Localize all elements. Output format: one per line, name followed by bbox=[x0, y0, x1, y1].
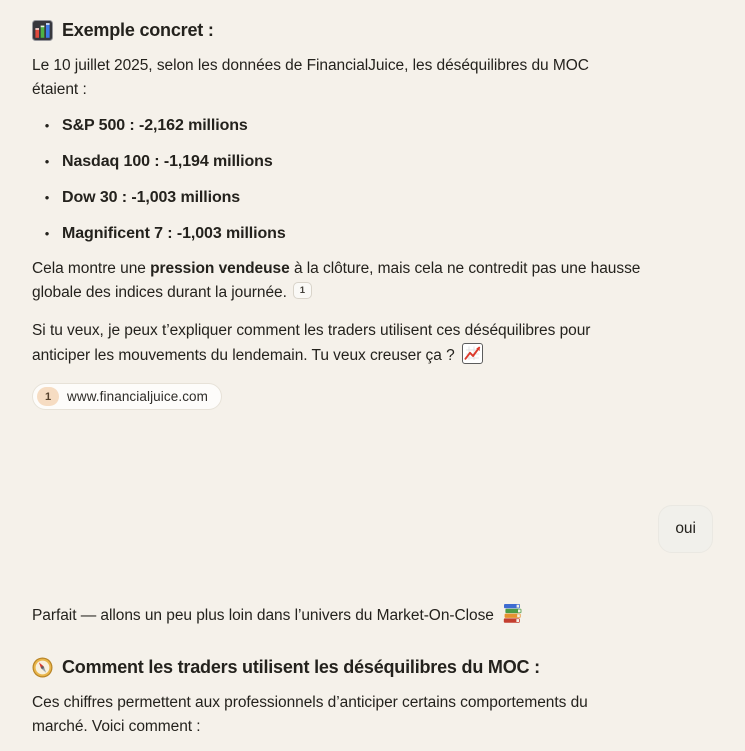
user-message-bubble: oui bbox=[658, 505, 713, 553]
user-message-row bbox=[32, 505, 713, 553]
text-line: Si tu veux, je peux t’expliquer comment les traders utilisent ces déséquilibres pour bbox=[32, 322, 591, 339]
bold-text: pression vendeuse bbox=[150, 260, 290, 277]
text-line: étaient : bbox=[32, 81, 87, 98]
books-emoji bbox=[501, 603, 523, 624]
list-item-sp500 bbox=[32, 114, 713, 138]
assistant-message-2 bbox=[32, 603, 713, 739]
bullet-dot: • bbox=[44, 118, 50, 133]
text-line bbox=[32, 281, 713, 305]
bar-chart-emoji bbox=[32, 20, 53, 41]
question-paragraph bbox=[32, 319, 713, 368]
list-item-text: Magnificent 7 : -1,003 millions bbox=[62, 225, 286, 242]
intro-paragraph bbox=[32, 54, 713, 102]
list-item-dow bbox=[32, 186, 713, 210]
citation-index-badge: 1 bbox=[37, 387, 59, 406]
heading-text: Comment les traders utilisent les déséquilibres du MOC : bbox=[62, 657, 540, 677]
text-line bbox=[32, 343, 713, 368]
text-segment: Cela montre une bbox=[32, 260, 151, 277]
section-heading-traders bbox=[32, 653, 713, 681]
list-item-nasdaq bbox=[32, 150, 713, 174]
text-line bbox=[32, 603, 713, 628]
text-segment: à la clôture, mais cela ne contredit pas une hausse bbox=[289, 260, 641, 277]
text-line: marché. Voici comment : bbox=[32, 718, 201, 735]
list-item-text: Nasdaq 100 : -1,194 millions bbox=[62, 153, 273, 170]
bullet-dot: • bbox=[44, 226, 50, 241]
section-heading-exemple bbox=[32, 16, 713, 44]
citation-chip[interactable] bbox=[32, 383, 222, 410]
citation-domain: www.financialjuice.com bbox=[67, 389, 209, 404]
bullet-dot: • bbox=[44, 190, 50, 205]
list-item-text: S&P 500 : -2,162 millions bbox=[62, 117, 248, 134]
body-paragraph bbox=[32, 691, 713, 739]
heading-text: Exemple concret : bbox=[62, 20, 214, 40]
citation-marker[interactable]: 1 bbox=[293, 282, 312, 299]
text-line bbox=[32, 257, 713, 281]
text-line: Le 10 juillet 2025, selon les données de FinancialJuice, les déséquilibres du MOC bbox=[32, 57, 589, 74]
moc-imbalance-list bbox=[32, 114, 713, 246]
opener-paragraph bbox=[32, 603, 713, 628]
text-segment: globale des indices durant la journée. bbox=[32, 284, 287, 301]
assistant-message-1 bbox=[32, 16, 713, 410]
list-item-text: Dow 30 : -1,003 millions bbox=[62, 189, 241, 206]
bullet-dot: • bbox=[44, 154, 50, 169]
compass-emoji bbox=[32, 657, 53, 678]
text-segment: Parfait — allons un peu plus loin dans l’univers du Market-On-Close bbox=[32, 607, 494, 624]
text-line: Ces chiffres permettent aux professionnels d’anticiper certains comportements du bbox=[32, 694, 588, 711]
pressure-paragraph bbox=[32, 257, 713, 305]
list-item-magnificent7 bbox=[32, 222, 713, 246]
chart-increasing-emoji bbox=[462, 343, 483, 364]
text-segment: anticiper les mouvements du lendemain. Tu veux creuser ça ? bbox=[32, 347, 455, 364]
